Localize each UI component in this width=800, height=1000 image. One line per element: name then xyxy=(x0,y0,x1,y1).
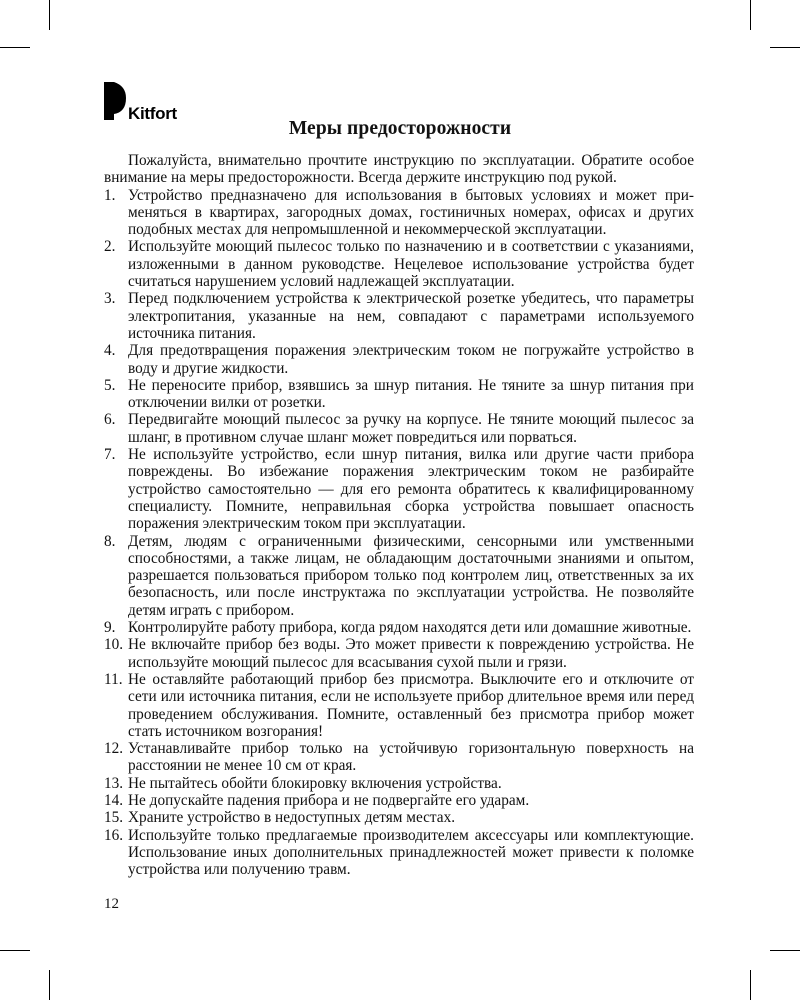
list-item xyxy=(104,792,694,809)
item-number: 14. xyxy=(104,791,124,809)
item-number: 2. xyxy=(104,238,116,256)
item-text: Устанавливайте прибор только на устойчивую горизонтальную поверхность на расстоянии не менее 10 см от края. xyxy=(128,740,694,775)
item-text: Храните устройство в недоступных детям местах. xyxy=(128,809,456,827)
list-item xyxy=(104,533,694,619)
item-text: Не оставляйте работающий прибор без присмотра. Выключите его и отключите от сети или источника питания, если не используете прибор длительное время или перед проведением обслуживания. Помните, оставленный без присмотра прибор может стать источником возгорания! xyxy=(128,670,694,740)
item-number: 16. xyxy=(104,826,124,844)
list-item xyxy=(104,238,694,290)
item-text: Используйте моющий пылесос только по назначению и в соответствии с указаниями, изложенными в данном руководстве. Нецелевое использование устройства будет считаться нарушением условий надлежащей эксплуатации. xyxy=(128,238,694,291)
item-text: Детям, людям с ограниченными физическими, сенсорными или умственными способностями, а также лицам, не обладающим достаточными знаниями и опытом, разрешается пользоваться прибором только под контролем лиц, ответственных за их безопасность, или после инструктажа по эксплуатации устройства. Не позволяйте детям играть с прибором. xyxy=(128,532,694,619)
item-number: 10. xyxy=(104,636,124,654)
crop-mark-bottom-left xyxy=(49,970,50,1000)
page-number: 12 xyxy=(104,896,119,912)
item-text: Контролируйте работу прибора, когда рядом находятся дети или домашние животные. xyxy=(128,619,692,637)
list-item xyxy=(104,636,694,671)
page-title: Меры предосторожности xyxy=(288,118,512,139)
item-text: Для предотвращения поражения электрическим током не погружайте устройство в воду и другие жидкости. xyxy=(128,342,694,377)
item-number: 12. xyxy=(104,740,124,758)
item-text: Не используйте устройство, если шнур питания, вилка или другие части прибора повреждены. Во избежание поражения электрическим током не разбирайте устройство самостоятельно — для его ремонта обратитесь к квалифицированному специалисту. Помните, неправильная сборка устройства повышает опасность поражения электрическим током при эксплуатации. xyxy=(128,446,694,533)
crop-mark-top-left xyxy=(49,0,50,30)
item-number: 13. xyxy=(104,774,124,792)
item-number: 6. xyxy=(104,411,116,429)
list-item xyxy=(104,446,694,532)
kitfort-logo-mark-icon xyxy=(104,82,128,120)
item-text: Не допускайте падения прибора и не подвергайте его ударам. xyxy=(128,791,530,809)
list-item xyxy=(104,740,694,775)
item-number: 9. xyxy=(104,619,116,637)
crop-mark-right-bottom xyxy=(770,950,800,951)
item-text: Не включайте прибор без воды. Это может привести к повреждению устройства. Не используйте моющий пылесос для всасывания сухой пыли и грязи. xyxy=(128,636,694,671)
list-item xyxy=(104,619,694,636)
item-text: Устройство предназначено для использования в бытовых условиях и может применяться в квартирах, загородных домах, гостиничных номерах, офисах и других подобных местах для непромышленной и некоммерческой эксплуатации. xyxy=(128,186,694,239)
item-number: 15. xyxy=(104,809,124,827)
item-text: Передвигайте моющий пылесос за ручку на корпусе. Не тяните моющий пылесос за шланг, в противном случае шланг может повредиться или порваться. xyxy=(128,411,694,446)
list-item xyxy=(104,411,694,446)
item-number: 4. xyxy=(104,342,116,360)
item-text: Не переносите прибор, взявшись за шнур питания. Не тяните за шнур питания при отключении вилки от розетки. xyxy=(128,376,694,412)
item-number: 1. xyxy=(104,186,116,204)
precautions-content xyxy=(104,152,694,878)
item-number: 11. xyxy=(104,670,123,688)
item-number: 5. xyxy=(104,376,116,394)
item-text: Используйте только предлагаемые производителем аксессуары или комплектующие. Использование иных дополнительных принадлежностей может привести к поломке устройства или получению травм. xyxy=(128,826,694,879)
crop-mark-bottom-right xyxy=(750,970,751,1000)
crop-mark-left-top xyxy=(0,47,30,48)
item-number: 7. xyxy=(104,446,116,464)
brand-name: Kitfort xyxy=(128,104,177,123)
item-text: Перед подключением устройства к электрической розетке убедитесь, что параметры электропитания, указанные на нем, совпадают с параметрами используемого источника питания. xyxy=(128,290,694,342)
list-item xyxy=(104,809,694,826)
crop-mark-top-right xyxy=(750,0,751,30)
list-item xyxy=(104,671,694,740)
list-item xyxy=(104,187,694,239)
item-number: 8. xyxy=(104,532,116,550)
list-item xyxy=(104,290,694,342)
intro-paragraph: Пожалуйста, внимательно прочтите инструкцию по эксплуатации. Обратите особое внимание на меры предосторожности. Всегда держите инструкцию под рукой. xyxy=(104,152,694,187)
item-number: 3. xyxy=(104,290,116,308)
item-text: Не пытайтесь обойти блокировку включения устройства. xyxy=(128,774,502,792)
list-item xyxy=(104,342,694,377)
list-item xyxy=(104,377,694,412)
list-item xyxy=(104,775,694,792)
precautions-list xyxy=(104,187,694,879)
crop-mark-left-bottom xyxy=(0,950,30,951)
crop-mark-right-top xyxy=(770,47,800,48)
kitfort-logo xyxy=(104,82,204,122)
list-item xyxy=(104,827,694,879)
